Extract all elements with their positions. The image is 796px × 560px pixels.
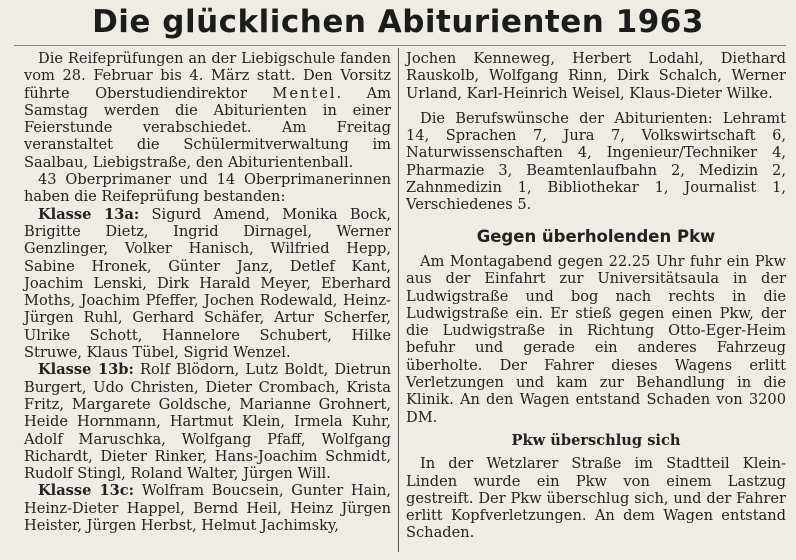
- column-divider: [398, 48, 399, 552]
- class-13a-label: Klasse 13a:: [38, 205, 140, 223]
- headline: Die glücklichen Abiturienten 1963: [92, 4, 704, 40]
- career-paragraph: Die Berufswünsche der Abiturienten: Lehramt 14, Sprachen 7, Jura 7, Volkswirtschaft 6, Naturwissenschaften 4, Ingenieur/Techniker 4, Pharmazie 3, Beamtenlaufbahn 2, Medizin 2, Zahnmedizin 1, Bibliothekar 1, Journalist 1, Verschiedenes 5.: [406, 109, 786, 214]
- intro-text-end: . Am Samstag werden die Abiturienten in einer Feierstunde verabschiedet. Am Freitag veranstaltet die Schülermitverwaltung im Saalbau, Liebigstraße, den Abiturientenball.: [24, 84, 392, 171]
- count-paragraph: 43 Oberprimaner und 14 Oberprimanerinnen haben die Reifeprüfung bestanden:: [24, 171, 391, 206]
- intro-paragraph: [24, 50, 391, 171]
- class-13b-names: Rolf Blödorn, Lutz Boldt, Dietrun Burgert, Udo Christen, Dieter Crombach, Krista Fritz, Margarete Goldsche, Marianne Grohnert, Heide Hornmann, Hartmut Klein, Irmela Kuhr, Adolf Maruschka, Wolfgang Pfaff, Wolfgang Richardt, Dieter Rinker, Hans-Joachim Schmidt, Rudolf Stingl, Roland Walter, Jürgen Will.: [24, 361, 391, 483]
- article2-text: Am Montagabend gegen 22.25 Uhr fuhr ein Pkw aus der Einfahrt zur Universitätsaula in der Ludwigstraße und bog nach rechts in die Ludwigstraße ein. Er stieß gegen einen Pkw, der die Ludwigstraße in Richtung Otto-Eger-Heim befuhr und gerade ein anderes Fahrzeug überholte. Der Fahrer dieses Wagens erlitt Verletzungen und kam zur Behandlung in die Klinik. An den Wagen entstand Schaden von 3200 DM.: [406, 252, 786, 426]
- class-13b-paragraph: [24, 361, 391, 482]
- class-13c-label: Klasse 13c:: [38, 482, 135, 500]
- class-13c-paragraph: [24, 482, 391, 534]
- left-column: [24, 50, 391, 534]
- right-column: [406, 50, 786, 542]
- headline-rule: [14, 45, 786, 46]
- director-name: Mentel: [272, 84, 337, 102]
- class-13a-names: Sigurd Amend, Monika Bock, Brigitte Dietz, Ingrid Dirnagel, Werner Genzlinger, Volker Hanisch, Wilfried Hepp, Sabine Hronek, Günter Janz, Detlef Kant, Joachim Lenski, Dirk Harald Meyer, Eberhard Moths, Joachim Pfeffer, Jochen Rodewald, Heinz-Jürgen Ruhl, Gerhard Schäfer, Artur Scherfer, Ulrike Schott, Hannelore Schubert, Hilke Struwe, Klaus Tübel, Sigrid Wenzel.: [24, 205, 391, 362]
- article2-headline: Gegen überholenden Pkw: [476, 226, 716, 246]
- article3-text: In der Wetzlarer Straße im Stadtteil Klein-Linden wurde ein Pkw von einem Lastzug gestreift. Der Pkw überschlug sich, und der Fahrer erlitt Kopfverletzungen. An dem Wagen entstand Schaden.: [406, 455, 786, 542]
- continued-names: Jochen Kenneweg, Herbert Lodahl, Diethard Rauskolb, Wolfgang Rinn, Dirk Schalch, Werner Urland, Karl-Heinrich Weisel, Klaus-Dieter Wilke.: [406, 50, 786, 102]
- spacer: [406, 102, 786, 110]
- article3-headline: Pkw überschlug sich: [511, 431, 681, 449]
- class-13c-names: Wolfram Boucsein, Gunter Hain, Heinz-Dieter Happel, Bernd Heil, Heinz Jürgen Heister, Jürgen Herbst, Helmut Jachimsky,: [24, 482, 391, 535]
- class-13b-label: Klasse 13b:: [38, 361, 134, 379]
- class-13a-paragraph: [24, 206, 391, 362]
- intro-text: Die Reifeprüfungen an der Liebigschule fanden vom 28. Februar bis 4. März statt. Den Vorsitz führte Oberstudiendirektor: [24, 50, 391, 102]
